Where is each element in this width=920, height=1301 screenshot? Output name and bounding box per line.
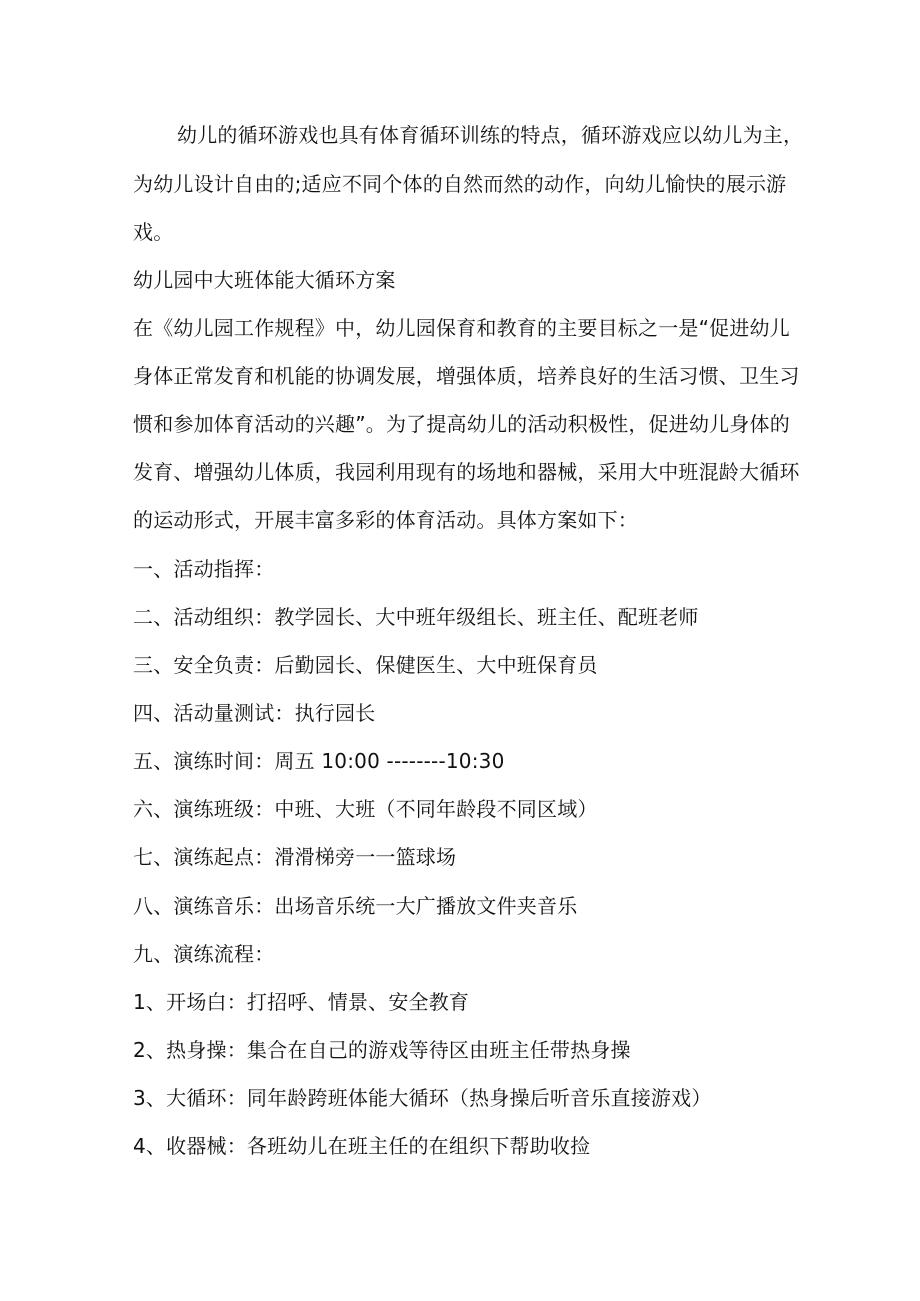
flow-step-3: 3、大循环：同年龄跨班体能大循环（热身操后听音乐直接游戏） <box>133 1086 712 1110</box>
flow-step-1: 1、开场白：打招呼、情景、安全教育 <box>133 990 470 1014</box>
body-line-3: 惯和参加体育活动的兴趣”。为了提高幼儿的活动积极性，促进幼儿身体的 <box>133 412 790 436</box>
list-item-5: 五、演练时间：周五 10:00 --------10:30 <box>133 749 505 773</box>
body-line-1: 在《幼儿园工作规程》中，幼儿园保育和教育的主要目标之一是“促进幼儿 <box>133 316 790 340</box>
body-line-4: 发育、增强幼儿体质，我园利用现有的场地和器械，采用大中班混龄大循环 <box>133 460 800 484</box>
list-item-7: 七、演练起点：滑滑梯旁一一篮球场 <box>133 845 457 869</box>
body-line-5: 的运动形式，开展丰富多彩的体育活动。具体方案如下： <box>133 508 638 532</box>
body-line-2: 身体正常发育和机能的协调发展，增强体质，培养良好的生活习惯、卫生习 <box>133 364 800 388</box>
intro-line-2: 为幼儿设计自由的;适应不同个体的自然而然的动作，向幼儿愉快的展示游 <box>133 172 787 196</box>
list-item-6: 六、演练班级：中班、大班（不同年龄段不同区域） <box>133 797 598 821</box>
intro-line-1: 幼儿的循环游戏也具有体育循环训练的特点，循环游戏应以幼儿为主， <box>177 123 804 147</box>
list-item-4: 四、活动量测试：执行园长 <box>133 701 376 725</box>
flow-step-4: 4、收器械：各班幼儿在班主任的在组织下帮助收捡 <box>133 1134 591 1158</box>
list-item-8: 八、演练音乐：出场音乐统一大广播放文件夹音乐 <box>133 894 578 918</box>
section-title: 幼儿园中大班体能大循环方案 <box>133 268 396 292</box>
intro-line-3: 戏。 <box>133 220 174 244</box>
list-item-2: 二、活动组织：教学园长、大中班年级组长、班主任、配班老师 <box>133 605 699 629</box>
list-item-1: 一、活动指挥： <box>133 557 275 581</box>
flow-step-2: 2、热身操：集合在自己的游戏等待区由班主任带热身操 <box>133 1038 631 1062</box>
list-item-3: 三、安全负责：后勤园长、保健医生、大中班保育员 <box>133 653 598 677</box>
list-item-9: 九、演练流程： <box>133 942 275 966</box>
